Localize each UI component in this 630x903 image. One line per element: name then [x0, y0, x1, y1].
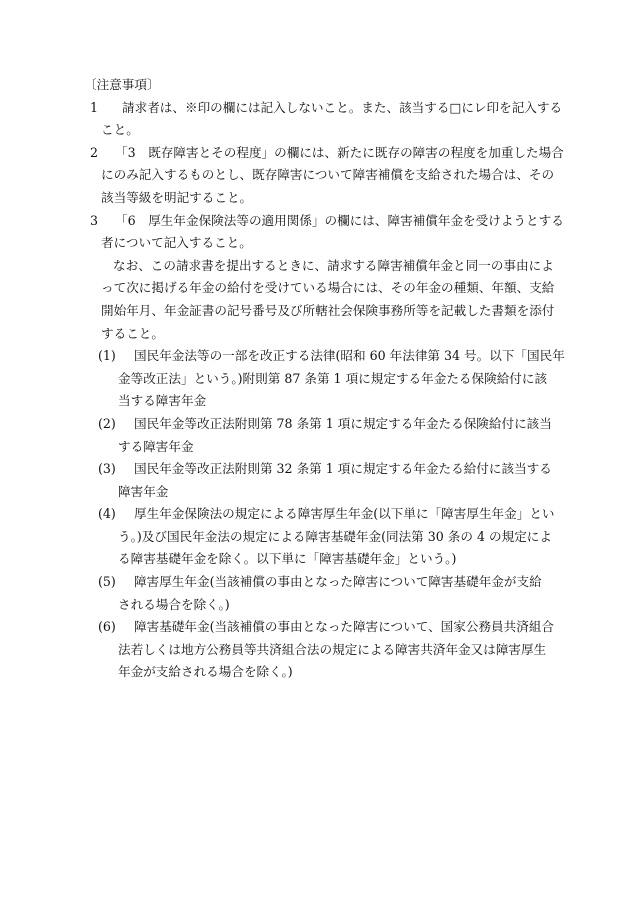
text-line: 金等改正法」という。)附則第 87 条第 1 項に規定する年金たる保険給付に該 — [118, 370, 548, 386]
subitem-text — [101, 616, 555, 684]
note-item-text — [101, 97, 563, 142]
text-line: 「6 厚生年金保険法等の適用関係」の欄には、障害補償年金を受けようとする — [115, 212, 564, 228]
subitem-text — [101, 345, 565, 413]
subitem-text — [101, 458, 552, 503]
note-item-2 — [84, 142, 564, 210]
notes-heading: 〔注意事項〕 — [84, 77, 160, 92]
text-line: 障害年金 — [118, 483, 169, 499]
pension-subitem-4 — [84, 503, 555, 571]
text-line: にのみ記入するものとし、既存障害について障害補償を支給された場合は、その — [101, 167, 555, 183]
text-line: 法若しくは地方公務員等共済組合法の規定による障害共済年金又は障害厚生 — [118, 641, 547, 657]
pension-subitem-6 — [84, 616, 555, 684]
pension-subitem-5 — [84, 571, 552, 616]
text-line: る障害基礎年金を除く。以下単に「障害基礎年金」という。) — [118, 551, 457, 567]
subitem-number: (5) — [98, 574, 116, 590]
text-line: 請求者は、※印の欄には記入しないこと。また、該当する□にレ印を記入する — [122, 99, 563, 115]
note-item-number: 2 — [90, 144, 99, 160]
supplementary-note — [84, 255, 555, 345]
text-line: 当する障害年金 — [118, 393, 207, 409]
subitem-number: (6) — [98, 619, 116, 635]
text-line: 国民年金等改正法附則第 32 条第 1 項に規定する年金たる給付に該当する — [134, 461, 552, 477]
subitem-number: (2) — [98, 415, 116, 431]
text-line: って次に掲げる年金の給付を受けている場合には、その年金の種類、年額、支給 — [101, 280, 555, 296]
text-line: こと。 — [101, 122, 139, 138]
text-line: 国民年金等改正法附則第 78 条第 1 項に規定する年金たる保険給付に該当 — [134, 415, 552, 431]
pension-subitem-2 — [84, 413, 552, 458]
text-line: 者について記入すること。 — [101, 235, 252, 251]
pension-subitem-1 — [84, 345, 565, 413]
text-line: すること。 — [101, 325, 164, 341]
text-line: される場合を除く。) — [118, 596, 230, 612]
text-line: なお、この請求書を提出するときに、請求する障害補償年金と同一の事由によ — [113, 257, 554, 273]
text-line: 障害基礎年金(当該補償の事由となった障害について、国家公務員共済組合 — [134, 619, 555, 635]
text-line: 「3 既存障害とその程度」の欄には、新たに既存の障害の程度を加重した場合 — [115, 144, 564, 160]
subitem-text — [101, 413, 552, 458]
text-line: う。)及び国民年金法の規定による障害基礎年金(同法第 30 条の 4 の規定によ — [118, 528, 552, 544]
notes-document — [84, 74, 565, 684]
subitem-text — [101, 503, 555, 571]
text-line: 障害厚生年金(当該補償の事由となった障害について障害基礎年金が支給 — [134, 574, 542, 590]
text-line: 開始年月、年金証書の記号番号及び所轄社会保険事務所等を記載した書類を添付 — [101, 302, 555, 318]
note-item-text — [101, 210, 564, 255]
subitem-number: (4) — [98, 506, 116, 522]
subitem-number: (3) — [98, 461, 116, 477]
note-item-number: 3 — [90, 212, 99, 228]
note-item-text — [101, 142, 564, 210]
note-item-number: 1 — [90, 99, 99, 115]
text-line: 国民年金法等の一部を改正する法律(昭和 60 年法律第 34 号。以下「国民年 — [134, 348, 565, 364]
text-line: 年金が支給される場合を除く。) — [118, 664, 293, 680]
subitem-text — [101, 571, 552, 616]
note-item-3 — [84, 210, 564, 255]
text-line: 厚生年金保険法の規定による障害厚生年金(以下単に「障害厚生年金」とい — [134, 506, 555, 522]
note-item-1 — [84, 97, 563, 142]
text-line: する障害年金 — [118, 438, 194, 454]
subitem-number: (1) — [98, 348, 116, 364]
pension-subitem-3 — [84, 458, 552, 503]
text-line: 該当等級を明記すること。 — [101, 189, 253, 205]
